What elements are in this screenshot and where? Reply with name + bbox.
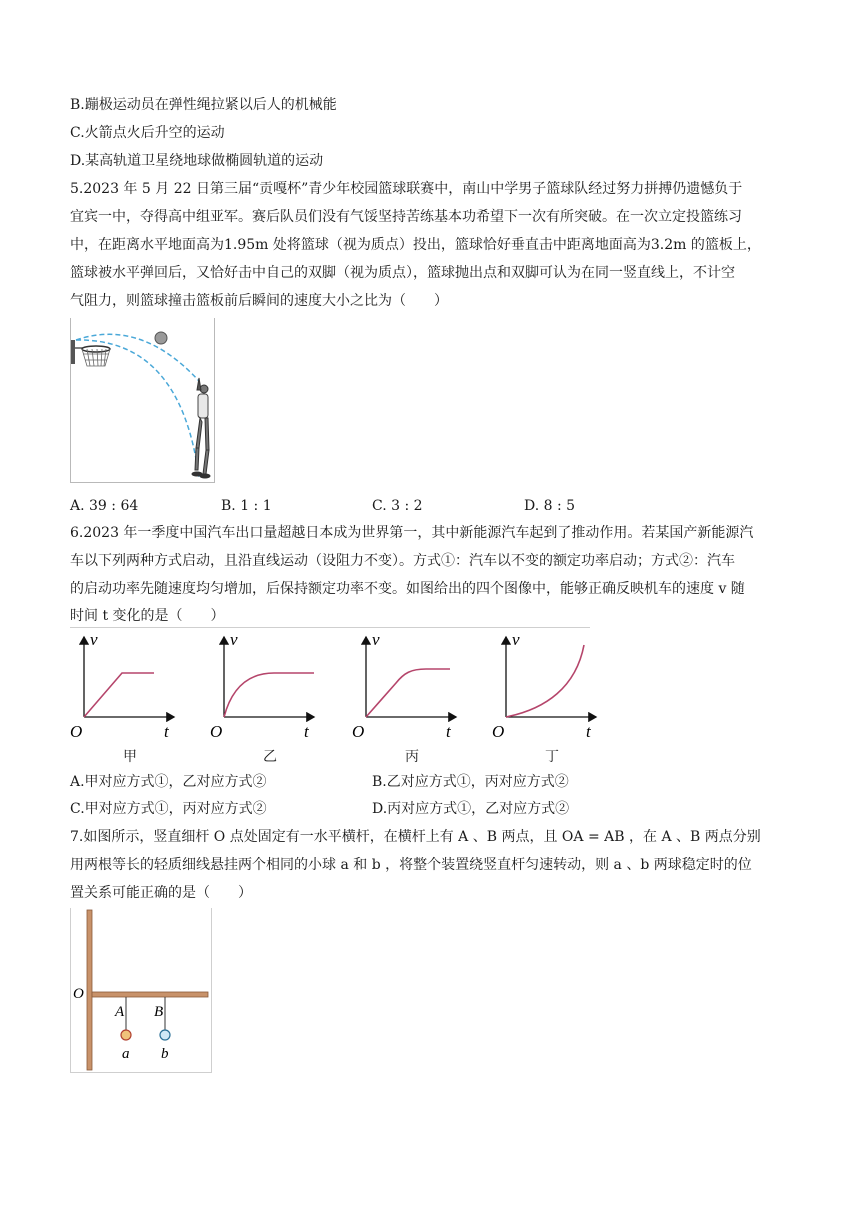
velocity-curve	[366, 669, 450, 717]
graph-label-bing: 丙	[405, 749, 419, 765]
q5-option-c: C. 3 : 2	[372, 498, 423, 514]
vt-graph-bing	[352, 630, 456, 741]
q7-line-3: 置关系可能正确的是（ ）	[70, 885, 252, 901]
q6-line-1: 6.2023 年一季度中国汽车出口量超越日本成为世界第一，其中新能源汽车起到了推动作用。若某国产新能源汽	[70, 525, 754, 541]
axis-label-t: t	[304, 722, 309, 741]
label-ball-a: a	[122, 1046, 130, 1062]
velocity-curve	[224, 673, 314, 717]
axis-label-origin: O	[492, 722, 505, 741]
q5-option-d: D. 8 : 5	[524, 498, 576, 514]
trajectory-lower	[76, 340, 199, 478]
axis-label-origin: O	[352, 722, 365, 741]
vt-graphs-figure	[70, 627, 590, 768]
q6-line-3: 的启动功率先随速度均匀增加，后保持额定功率不变。如图给出的四个图像中，能够正确反映机车的速度 v 随	[70, 581, 745, 597]
q5-line-5: 气阻力，则篮球撞击篮板前后瞬间的速度大小之比为（ ）	[70, 293, 448, 309]
velocity-curve	[506, 645, 584, 717]
vertical-rod	[87, 910, 92, 1070]
q7-line-1: 7.如图所示，竖直细杆 O 点处固定有一水平横杆，在横杆上有 A 、B 两点，且 OA = AB ，在 A 、B 两点分别	[70, 829, 761, 845]
vt-graphs	[70, 628, 590, 746]
vt-graph-yi	[210, 630, 314, 741]
backboard	[71, 340, 75, 364]
rotating-rod-figure	[70, 908, 212, 1073]
label-o: O	[73, 986, 84, 1002]
q5-line-4: 篮球被水平弹回后，又恰好击中自己的双脚（视为质点），篮球抛出点和双脚可认为在同一竖直线上，不计空	[70, 265, 735, 281]
label-ball-b: b	[161, 1046, 169, 1062]
basketball	[155, 332, 167, 344]
q6-option-b: B.乙对应方式①，丙对应方式②	[372, 774, 569, 790]
ball-a	[121, 1030, 131, 1040]
basketball-illustration	[71, 318, 214, 482]
axis-label-t: t	[586, 722, 591, 741]
graph-label-jia: 甲	[123, 749, 137, 765]
graph-label-yi: 乙	[263, 749, 277, 765]
q5-line-1: 5.2023 年 5 月 22 日第三届“贡嘎杯”青少年校园篮球联赛中，南山中学男子篮球队经过努力拼搏仍遗憾负于	[70, 181, 743, 197]
velocity-curve	[84, 673, 154, 717]
axis-label-origin: O	[210, 722, 223, 741]
horizontal-rod	[92, 992, 208, 997]
basketball-figure	[70, 318, 215, 483]
q5-line-3: 中，在距离水平地面高为1.95m 处将篮球（视为质点）投出，篮球恰好垂直击中距离地面高为3.2m 的篮板上，	[70, 237, 761, 253]
q4-option-b: B.蹦极运动员在弹性绳拉紧以后人的机械能	[70, 97, 337, 113]
player-silhouette	[192, 378, 210, 478]
q4-option-c: C.火箭点火后升空的运动	[70, 125, 225, 141]
axis-label-t: t	[446, 722, 451, 741]
q7-line-2: 用两根等长的轻质细线悬挂两个相同的小球 a 和 b ，将整个装置绕竖直杆匀速转动，则 a 、b 两球稳定时的位	[70, 857, 752, 873]
axis-label-v: v	[90, 630, 98, 649]
label-a-point: A	[115, 1004, 125, 1020]
vt-graph-jia	[70, 630, 174, 741]
q6-option-c: C.甲对应方式①，丙对应方式②	[70, 801, 267, 817]
axis-label-v: v	[372, 630, 380, 649]
axis-label-v: v	[230, 630, 238, 649]
q5-line-2: 宜宾一中，夺得高中组亚军。赛后队员们没有气馁坚持苦练基本功希望下一次有所突破。在一次立定投篮练习	[70, 209, 742, 225]
axis-label-origin: O	[70, 722, 83, 741]
label-b-point: B	[154, 1004, 164, 1020]
vt-graph-ding	[492, 630, 596, 741]
q6-option-d: D.丙对应方式①，乙对应方式②	[372, 801, 570, 817]
rotating-rod-illustration	[71, 908, 211, 1072]
q6-option-a: A.甲对应方式①，乙对应方式②	[70, 774, 267, 790]
q5-option-b: B. 1 : 1	[221, 498, 272, 514]
ball-b	[160, 1030, 170, 1040]
axis-label-t: t	[164, 722, 169, 741]
axis-label-v: v	[512, 630, 520, 649]
q4-option-d: D.某高轨道卫星绕地球做椭圆轨道的运动	[70, 153, 324, 169]
q5-option-a: A. 39 : 64	[70, 498, 139, 514]
graph-label-ding: 丁	[545, 749, 559, 765]
q6-line-2: 车以下列两种方式启动，且沿直线运动（设阻力不变）。方式①：汽车以不变的额定功率启动；方式②：汽车	[70, 553, 735, 569]
q6-line-4: 时间 t 变化的是（ ）	[70, 608, 225, 624]
